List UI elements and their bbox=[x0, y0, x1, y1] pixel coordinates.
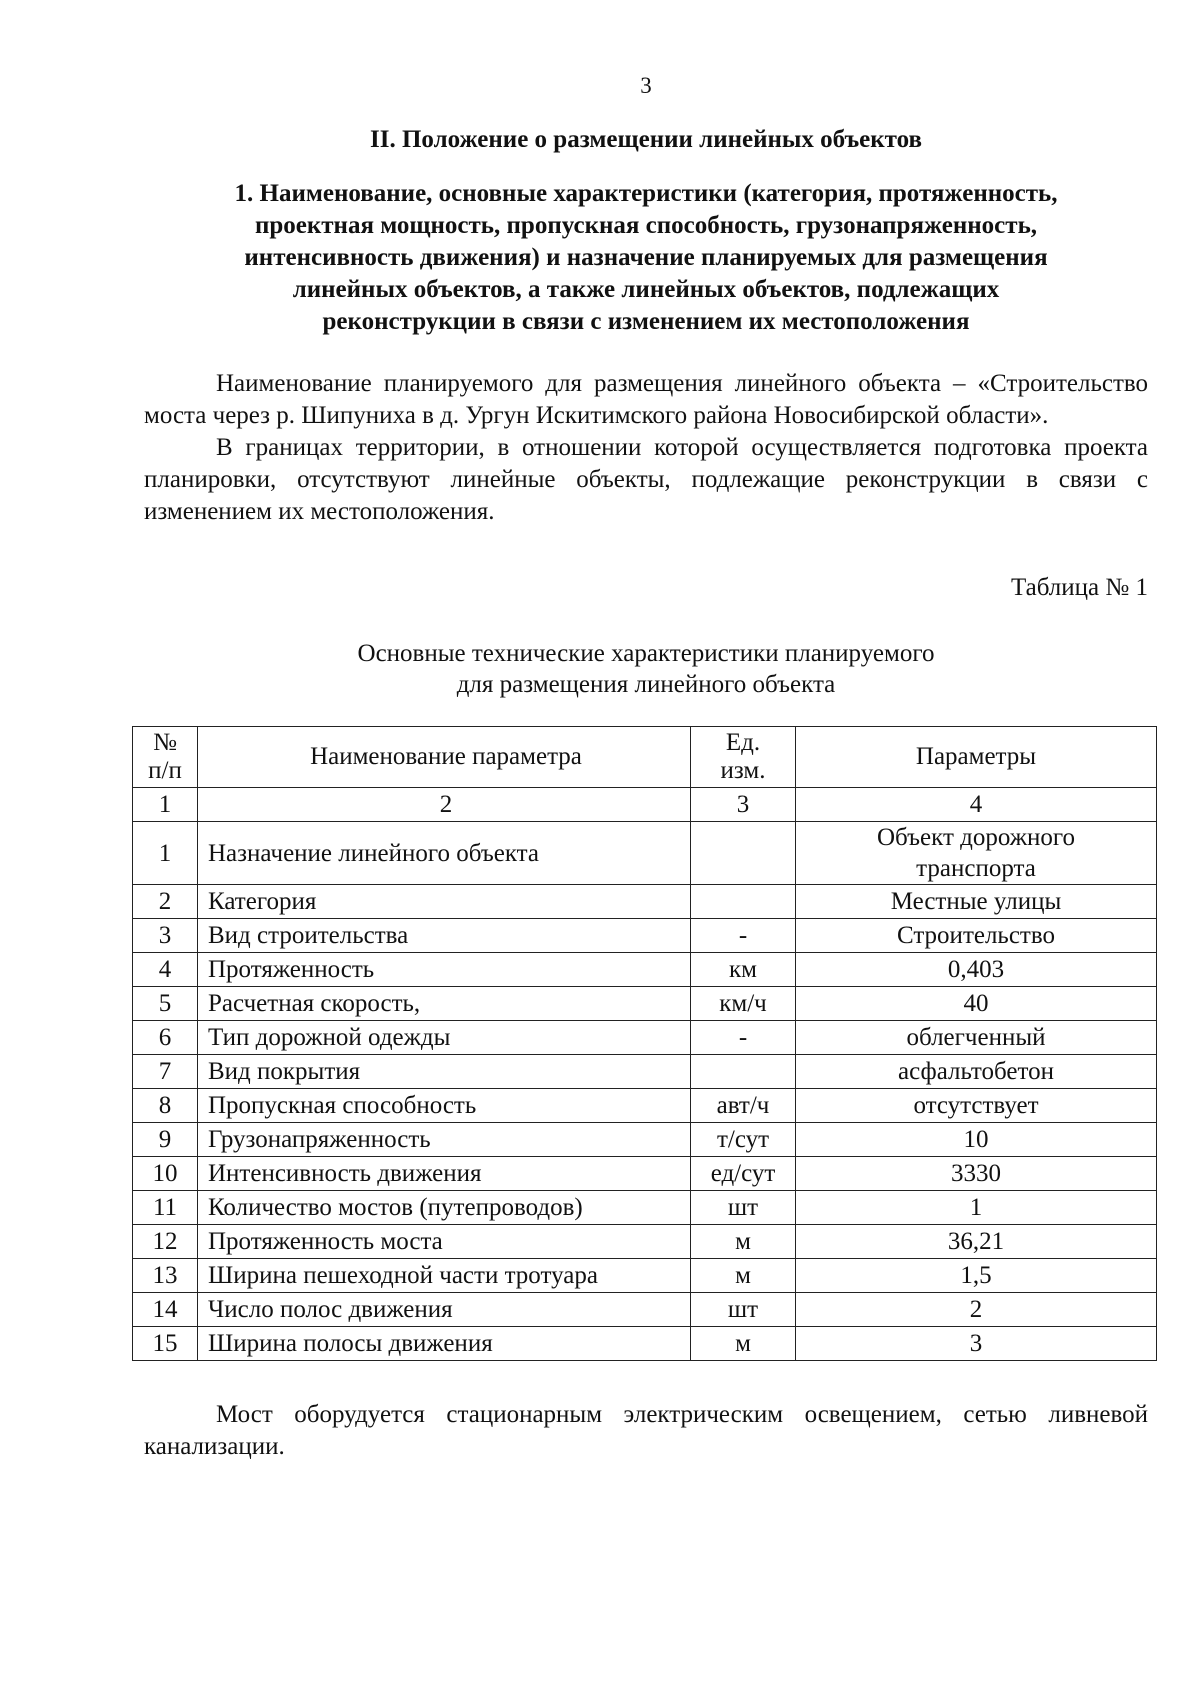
header-number-line1: № bbox=[153, 729, 177, 756]
table-row bbox=[133, 987, 1157, 1021]
table-row bbox=[133, 1327, 1157, 1361]
table-row bbox=[133, 1259, 1157, 1293]
subsection-title-line: 1. Наименование, основные характеристики (категория, протяженность, bbox=[234, 180, 1058, 207]
row-unit-cell bbox=[691, 1055, 796, 1089]
row-parameter-name-cell: Пропускная способность bbox=[198, 1089, 691, 1123]
table-caption-line: для размещения линейного объекта bbox=[456, 671, 836, 698]
row-value-line: Местные улицы bbox=[890, 888, 1062, 915]
row-value-cell bbox=[796, 1191, 1157, 1225]
header-unit-line2: изм. bbox=[720, 757, 766, 784]
row-number-cell: 14 bbox=[133, 1293, 198, 1327]
table-row bbox=[133, 919, 1157, 953]
row-parameter-name-cell: Число полос движения bbox=[198, 1293, 691, 1327]
row-value-cell bbox=[796, 1157, 1157, 1191]
row-unit-cell: м bbox=[691, 1259, 796, 1293]
table-row bbox=[133, 1021, 1157, 1055]
row-number-cell: 3 bbox=[133, 919, 198, 953]
table-label: Таблица № 1 bbox=[1010, 574, 1148, 601]
row-unit-cell bbox=[691, 885, 796, 919]
row-value-line: 3 bbox=[969, 1330, 983, 1357]
row-value-line: асфальтобетон bbox=[898, 1058, 1054, 1085]
row-unit-cell: м bbox=[691, 1327, 796, 1361]
table-row bbox=[133, 953, 1157, 987]
row-value-line: Строительство bbox=[896, 922, 1055, 949]
table-row bbox=[133, 822, 1157, 885]
row-number-cell: 10 bbox=[133, 1157, 198, 1191]
header-number-line2: п/п bbox=[148, 757, 182, 784]
row-value-line: 1,5 bbox=[960, 1262, 992, 1289]
subsection-title-line: линейных объектов, а также линейных объектов, подлежащих bbox=[292, 276, 1000, 303]
row-unit-cell: - bbox=[691, 919, 796, 953]
row-value-cell bbox=[796, 1327, 1157, 1361]
row-parameter-name-cell: Тип дорожной одежды bbox=[198, 1021, 691, 1055]
row-value-cell bbox=[796, 885, 1157, 919]
row-value-line: 1 bbox=[969, 1194, 983, 1221]
row-number-cell: 2 bbox=[133, 885, 198, 919]
row-parameter-name-cell: Вид покрытия bbox=[198, 1055, 691, 1089]
row-parameter-name-cell: Вид строительства bbox=[198, 919, 691, 953]
row-value-cell bbox=[796, 953, 1157, 987]
row-value-cell bbox=[796, 987, 1157, 1021]
row-value-cell bbox=[796, 1055, 1157, 1089]
subsection-title-line: интенсивность движения) и назначение планируемых для размещения bbox=[244, 244, 1048, 271]
row-number-cell: 8 bbox=[133, 1089, 198, 1123]
row-number-cell: 9 bbox=[133, 1123, 198, 1157]
row-number-cell: 12 bbox=[133, 1225, 198, 1259]
row-unit-cell: м bbox=[691, 1225, 796, 1259]
row-unit-cell: - bbox=[691, 1021, 796, 1055]
row-parameter-name-cell: Протяженность моста bbox=[198, 1225, 691, 1259]
paragraph-object-name: Наименование планируемого для размещения линейного объекта – «Строительство моста через р. Шипуниха в д. Ургун Искитимского района Новосибирской области». bbox=[144, 370, 1148, 429]
row-value-cell bbox=[796, 1089, 1157, 1123]
row-parameter-name-cell: Расчетная скорость, bbox=[198, 987, 691, 1021]
table-caption bbox=[144, 638, 1148, 700]
table-row bbox=[133, 1123, 1157, 1157]
row-unit-cell: авт/ч bbox=[691, 1089, 796, 1123]
row-value-line: 3330 bbox=[951, 1160, 1001, 1187]
column-number-cell: 1 bbox=[133, 788, 198, 822]
table-row bbox=[133, 1157, 1157, 1191]
table-row bbox=[133, 1089, 1157, 1123]
row-value-line: 36,21 bbox=[947, 1228, 1005, 1255]
row-unit-cell: ед/сут bbox=[691, 1157, 796, 1191]
paragraph-reconstruction: В границах территории, в отношении которой осуществляется подготовка проекта планировки, отсутствуют линейные объекты, подлежащие реконструкции в связи с изменением их местоположения. bbox=[144, 434, 1148, 525]
row-parameter-name-cell: Назначение линейного объекта bbox=[198, 822, 691, 885]
column-number-cell: 2 bbox=[198, 788, 691, 822]
row-number-cell: 15 bbox=[133, 1327, 198, 1361]
row-value-line: 40 bbox=[963, 990, 989, 1017]
subsection-title-line: реконструкции в связи с изменением их местоположения bbox=[322, 308, 970, 335]
table-caption-line: Основные технические характеристики планируемого bbox=[357, 640, 935, 667]
row-unit-cell: км bbox=[691, 953, 796, 987]
subsection-title-line: проектная мощность, пропускная способность, грузонапряженность, bbox=[254, 212, 1038, 239]
table-header-row bbox=[133, 727, 1157, 788]
row-unit-cell: т/сут bbox=[691, 1123, 796, 1157]
row-value-line: 2 bbox=[969, 1296, 983, 1323]
row-parameter-name-cell: Интенсивность движения bbox=[198, 1157, 691, 1191]
row-unit-cell bbox=[691, 822, 796, 885]
row-parameter-name-cell: Количество мостов (путепроводов) bbox=[198, 1191, 691, 1225]
header-unit bbox=[691, 727, 796, 788]
row-number-cell: 11 bbox=[133, 1191, 198, 1225]
table-row bbox=[133, 1055, 1157, 1089]
row-number-cell: 5 bbox=[133, 987, 198, 1021]
row-value-cell bbox=[796, 1021, 1157, 1055]
row-parameter-name-cell: Грузонапряженность bbox=[198, 1123, 691, 1157]
row-parameter-name-cell: Ширина пешеходной части тротуара bbox=[198, 1259, 691, 1293]
row-number-cell: 6 bbox=[133, 1021, 198, 1055]
column-number-cell: 3 bbox=[691, 788, 796, 822]
row-value-line: транспорта bbox=[916, 855, 1036, 882]
row-parameter-name-cell: Категория bbox=[198, 885, 691, 919]
row-value-cell bbox=[796, 919, 1157, 953]
header-unit-line1: Ед. bbox=[725, 729, 761, 756]
row-value-cell bbox=[796, 822, 1157, 885]
row-value-line: 10 bbox=[963, 1126, 989, 1153]
row-value-cell bbox=[796, 1293, 1157, 1327]
section-title: II. Положение о размещении линейных объектов bbox=[370, 126, 922, 153]
row-value-line: 0,403 bbox=[947, 956, 1005, 983]
column-number-row bbox=[133, 788, 1157, 822]
header-parameters: Параметры bbox=[796, 727, 1157, 788]
page-number: 3 bbox=[640, 73, 652, 98]
row-value-cell bbox=[796, 1123, 1157, 1157]
row-unit-cell: км/ч bbox=[691, 987, 796, 1021]
header-parameter-name: Наименование параметра bbox=[198, 727, 691, 788]
row-parameter-name-cell: Ширина полосы движения bbox=[198, 1327, 691, 1361]
row-number-cell: 7 bbox=[133, 1055, 198, 1089]
table-row bbox=[133, 1225, 1157, 1259]
row-value-cell bbox=[796, 1225, 1157, 1259]
column-number-cell: 4 bbox=[796, 788, 1157, 822]
row-value-cell bbox=[796, 1259, 1157, 1293]
row-parameter-name-cell: Протяженность bbox=[198, 953, 691, 987]
table-row bbox=[133, 885, 1157, 919]
row-number-cell: 13 bbox=[133, 1259, 198, 1293]
table-row bbox=[133, 1191, 1157, 1225]
subsection-title bbox=[144, 178, 1148, 338]
row-value-line: Объект дорожного bbox=[876, 824, 1076, 851]
row-unit-cell: шт bbox=[691, 1191, 796, 1225]
characteristics-table bbox=[132, 726, 1157, 1361]
closing-paragraph: Мост оборудуется стационарным электрическим освещением, сетью ливневой канализации. bbox=[144, 1401, 1148, 1460]
row-number-cell: 1 bbox=[133, 822, 198, 885]
header-number bbox=[133, 727, 198, 788]
row-value-line: отсутствует bbox=[913, 1092, 1039, 1119]
row-value-line: облегченный bbox=[906, 1024, 1046, 1051]
table-row bbox=[133, 1293, 1157, 1327]
row-number-cell: 4 bbox=[133, 953, 198, 987]
row-unit-cell: шт bbox=[691, 1293, 796, 1327]
